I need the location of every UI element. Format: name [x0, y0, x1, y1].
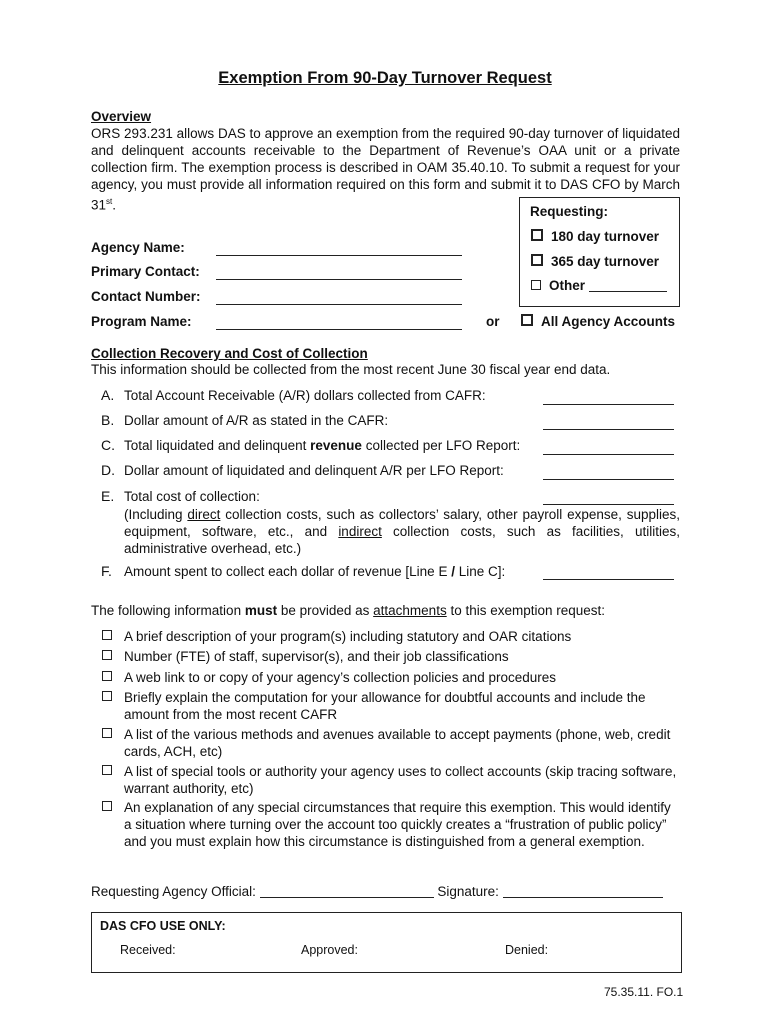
item-c-pre: Total liquidated and delinquent	[124, 438, 311, 453]
overview-end: .	[112, 197, 117, 213]
option-365-day[interactable]	[531, 254, 659, 269]
contact-number-field[interactable]	[216, 289, 462, 305]
item-b-text: Dollar amount of A/R as stated in the CAFR:	[124, 413, 389, 428]
option-label: 180 day turnover	[551, 229, 660, 244]
attachment-item-3: A web link to or copy of your agency’s collection policies and procedures	[124, 670, 556, 685]
option-label: 365 day turnover	[551, 254, 660, 269]
received-label: Received:	[120, 943, 176, 957]
checkbox-icon[interactable]	[102, 671, 112, 681]
item-f-field[interactable]	[543, 564, 674, 580]
primary-contact-label: Primary Contact:	[91, 264, 200, 279]
item-letter: C.	[101, 437, 115, 453]
attachment-item-4: Briefly explain the computation for your allowance for doubtful accounts and include the amount from the most recent CAFR	[124, 690, 646, 722]
checkbox-icon[interactable]	[531, 254, 543, 266]
collection-subtext: This information should be collected from the most recent June 30 fiscal year end data.	[91, 362, 611, 377]
primary-contact-field[interactable]	[216, 264, 462, 280]
attachment-item-5: A list of the various methods and avenues available to accept payments (phone, web, credit cards, ACH, etc)	[124, 727, 671, 759]
or-label: or	[486, 314, 500, 329]
checkbox-icon[interactable]	[102, 728, 112, 738]
checkbox-icon[interactable]	[102, 650, 112, 660]
item-d-field[interactable]	[543, 464, 674, 480]
item-letter: B.	[101, 412, 115, 428]
attachments-intro	[91, 603, 605, 618]
attachment-checkbox-4[interactable]	[102, 689, 120, 704]
attach-mid: be provided as	[277, 603, 374, 618]
attachment-checkbox-5[interactable]	[102, 726, 120, 741]
attachment-checkbox-7[interactable]	[102, 799, 120, 814]
checkbox-icon[interactable]	[102, 801, 112, 811]
overview-body: ORS 293.231 allows DAS to approve an exemption from the required 90-day turnover of liquidated and delinquent accounts receivable to the Department of Revenue’s OAA unit or a private collection firm. The exemption process is described in OAM 35.40.10. To submit a request for your agency, you must provide all information required on this form and submit it to DAS CFO by March 31	[91, 126, 680, 213]
other-input-line[interactable]	[589, 291, 667, 292]
item-a-text: Total Account Receivable (A/R) dollars collected from CAFR:	[124, 388, 486, 403]
item-letter: E.	[101, 488, 115, 504]
item-d-text: Dollar amount of liquidated and delinquent A/R per LFO Report:	[124, 463, 504, 478]
contact-number-label: Contact Number:	[91, 289, 201, 304]
page-title: Exemption From 90-Day Turnover Request	[218, 69, 552, 87]
agency-name-label: Agency Name:	[91, 240, 185, 255]
attachment-checkbox-3[interactable]	[102, 669, 120, 684]
checkbox-icon[interactable]	[102, 630, 112, 640]
agency-name-field[interactable]	[216, 240, 462, 256]
overview-sup: st	[106, 197, 113, 206]
cfo-title: DAS CFO USE ONLY:	[100, 919, 226, 933]
item-letter: F.	[101, 563, 112, 579]
item-b-field[interactable]	[543, 414, 674, 430]
official-label: Requesting Agency Official:	[91, 884, 256, 899]
overview-heading: Overview	[91, 109, 152, 124]
official-field[interactable]	[260, 883, 434, 898]
attachment-checkbox-1[interactable]	[102, 628, 120, 643]
signature-label: Signature:	[437, 884, 499, 899]
attach-must: must	[244, 603, 278, 618]
requesting-title: Requesting:	[530, 204, 609, 219]
attachment-item-6: A list of special tools or authority your agency uses to collect accounts (skip tracing software, warrant authority, etc)	[124, 764, 677, 796]
attachment-checkbox-2[interactable]	[102, 648, 120, 663]
option-other[interactable]	[531, 278, 667, 293]
e-desc-p1: (Including	[124, 507, 188, 522]
item-f-pre: Amount spent to collect each dollar of revenue [Line E	[124, 564, 452, 579]
checkbox-icon[interactable]	[521, 314, 533, 326]
item-e-field[interactable]	[543, 489, 674, 505]
attachment-item-7: An explanation of any special circumstances that require this exemption. This would identify a situation where turning over the account too quickly creates a “frustration of public policy” and you must explain how this circumstance is distinguished from a general exemption.	[124, 800, 671, 849]
option-all-agency[interactable]	[521, 314, 675, 329]
attachment-checkbox-6[interactable]	[102, 763, 120, 778]
approved-label: Approved:	[301, 943, 358, 957]
e-desc-p2: collection costs, such as collectors’ salary, other payroll expense, supplies, equipment, software, etc., and	[124, 507, 680, 539]
e-desc-p3: collection costs, such as facilities, utilities, administrative overhead, etc.)	[124, 524, 680, 556]
item-c-bold: revenue	[310, 438, 362, 453]
checkbox-icon[interactable]	[102, 765, 112, 775]
program-name-field[interactable]	[216, 314, 462, 330]
item-e-description	[124, 506, 680, 557]
item-f-bold: /	[451, 564, 455, 579]
item-f-text	[124, 564, 505, 579]
item-letter: A.	[101, 387, 115, 403]
item-letter: D.	[101, 462, 115, 478]
item-c-post: collected per LFO Report:	[361, 438, 521, 453]
option-label: Other	[549, 278, 586, 293]
denied-label: Denied:	[505, 943, 549, 957]
attach-link: attachments	[373, 603, 447, 618]
item-c-text	[124, 438, 520, 453]
item-f-post: Line C]:	[454, 564, 506, 579]
signature-row	[91, 883, 663, 899]
item-e-text: Total cost of collection:	[124, 489, 260, 504]
attach-post: to this exemption request:	[446, 603, 606, 618]
attachment-item-1: A brief description of your program(s) including statutory and OAR citations	[124, 629, 572, 644]
checkbox-icon[interactable]	[102, 691, 112, 701]
attach-pre: The following information	[91, 603, 245, 618]
e-desc-direct: direct	[187, 507, 221, 522]
signature-field[interactable]	[503, 883, 663, 898]
collection-heading: Collection Recovery and Cost of Collection	[91, 346, 368, 361]
checkbox-icon[interactable]	[531, 280, 541, 290]
form-number: 75.35.11. FO.1	[604, 985, 684, 999]
option-180-day[interactable]	[531, 229, 659, 244]
option-label: All Agency Accounts	[541, 314, 676, 329]
item-c-field[interactable]	[543, 439, 674, 455]
checkbox-icon[interactable]	[531, 229, 543, 241]
e-desc-indirect: indirect	[338, 524, 382, 539]
item-a-field[interactable]	[543, 389, 674, 405]
program-name-label: Program Name:	[91, 314, 192, 329]
attachment-item-2: Number (FTE) of staff, supervisor(s), and their job classifications	[124, 649, 509, 664]
